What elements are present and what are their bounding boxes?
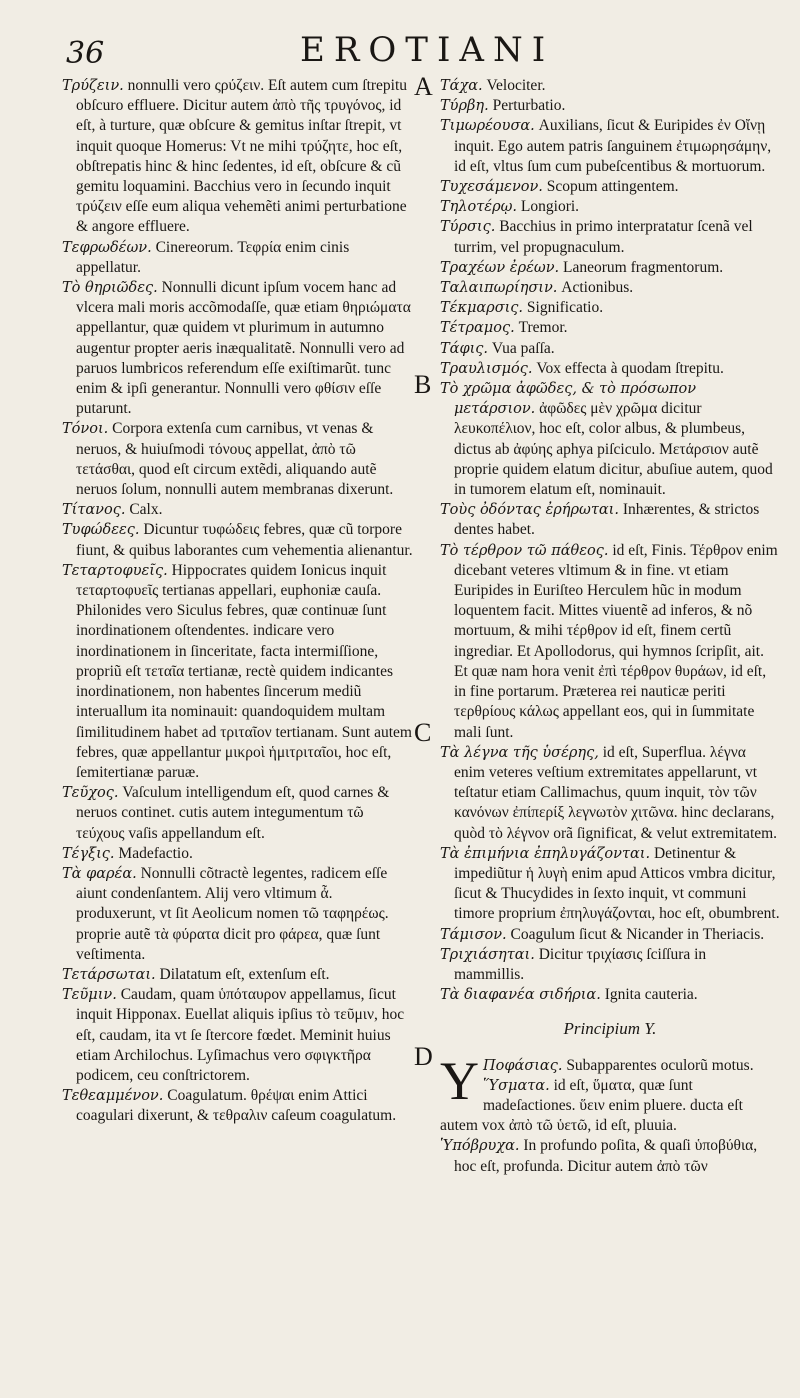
glossary-entry <box>440 217 780 257</box>
definition: Velociter. <box>482 77 546 94</box>
definition: Scopum attingentem. <box>542 178 679 196</box>
glossary-entry <box>440 197 780 217</box>
glossary-entry <box>62 1086 414 1126</box>
glossary-entry <box>62 783 414 844</box>
section-title: Principium Y. <box>563 1019 657 1039</box>
glossary-entry <box>62 238 414 278</box>
glossary-entry <box>440 743 780 844</box>
glossary-entry <box>440 258 780 278</box>
definition: Hippocrates quidem Ionicus inquit τεταρτοφυεῖς tertianas appellari, euphoniæ cauſa. Philonides vero Siculus febres, quæ continuæ ſunt inordinationem oſtendentes. indicare vero inordinationem in ſinceritate, facta intermiſſione, propriũ eſt τεταῖα tertianæ, rectè quidem indicantes inordinationem, non habentes ſincerum mediũ interuallum ita nominauit: quandoquidem multam ſimilitudinem habet ad τριταῖον tertianam. Sunt autem febres, quæ appellantur μικροὶ ἡμιτριταῖοι, hoc eſt, ſemitertianæ paruæ. <box>76 561 412 781</box>
glossary-entry <box>440 1136 780 1176</box>
headword: Τύρβη. <box>440 98 489 115</box>
definition: In profundo poſita, & quaſi ὑποβύθια, hoc eſt, profunda. Dicitur autem ἀπὸ τῶν <box>454 1137 758 1175</box>
definition: Calx. <box>125 501 163 519</box>
glossary-entry <box>440 541 780 743</box>
headword: Τὸ τέρθρον τῶ πάθεος. <box>440 542 609 559</box>
definition: id eſt, Superflua. λέγνα enim veteres veſtium extremitates appellarunt, vt teſtatur etiam Callimachus, quum inquit, τὸν τῶν κανόνων ἐπίπερίξ λεγνωτὸν χιτῶνα. hinc declarans, quòd τὸ λέγνον orã ſignificat, & velut extremitatem. <box>454 743 778 842</box>
definition: Actionibus. <box>557 279 634 297</box>
headword: Τηλοτέρῳ. <box>440 199 518 216</box>
glossary-entry <box>62 278 414 419</box>
definition: Dilatatum eſt, extenſum eſt. <box>155 965 330 983</box>
headword: Ποφάσιας. <box>483 1057 563 1074</box>
glossary-entry <box>440 339 780 359</box>
page-number: 36 <box>66 36 105 71</box>
glossary-entry <box>440 500 780 540</box>
definition: id eſt, Finis. Τέρθρον enim dicebant veteres vltimum & in fine. vt etiam Euripides in Euriſteo Herculem hũc in modum loquentem facit. Mittes viuentẽ ad inferos, & nõ mortuum, & mihi τέρθρον id eſt, finem certũ ingrediar. Et Apollodorus, qui hymnos ſcripſit, ait. Et quæ nam hora venit ἐπὶ τέρθρον θυράων, id eſt, in fine portarum. Præterea rei nauticæ periti τερθρίους κάλως appellant eos, qui in ſummitate mali ſunt. <box>454 541 778 741</box>
headword: Τέγξις. <box>62 845 115 862</box>
margin-letter-b: B <box>414 370 432 399</box>
margin-letter-a: A <box>414 72 433 101</box>
glossary-entry <box>440 925 780 945</box>
glossary-entry <box>440 116 780 177</box>
glossary-entry <box>440 298 780 318</box>
running-head: EROTIANI <box>300 30 555 70</box>
headword: Τραχέων ἐρέων. <box>440 259 560 276</box>
headword: Τύρσις. <box>440 219 496 236</box>
definition: Cinereorum. Τεφρία enim cinis appellatur. <box>76 238 350 276</box>
headword: Τυφώδεες. <box>62 522 140 539</box>
definition: Laneorum fragmentorum. <box>559 258 724 276</box>
headword: Τεῦμιν. <box>62 987 117 1004</box>
headword: Ὑπόβρυχα. <box>440 1138 520 1155</box>
headword: Τεταρτοφυεῖς. <box>62 562 168 579</box>
glossary-entry <box>62 985 414 1086</box>
headword: Τέτραμος. <box>440 320 515 337</box>
definition: Madefactio. <box>114 844 193 862</box>
definition: Ignita cauteria. <box>600 986 698 1004</box>
definition: Nonnulli cõtractè legentes, radicem eſſe aiunt condenſantem. Alij vero vltimum ἆ. produxerunt, vt ſit Aeolicum nomen τῶ ταφηρέως. proprie autẽ τὰ φύρατα dicit pro φάρεα, quæ ſunt veſtimenta. <box>76 864 389 963</box>
headword: Τάμισον. <box>440 926 507 943</box>
definition: Coagulum ſicut & Nicander in Theriacis. <box>506 925 765 943</box>
definition: Bacchius in primo interpratatur ſcenã vel turrim, vel propugnaculum. <box>454 218 753 256</box>
headword: Τριχιάσηται. <box>440 946 535 963</box>
glossary-entry <box>62 419 414 500</box>
glossary-entry <box>440 76 780 96</box>
headword: Τόνοι. <box>62 421 109 438</box>
glossary-entry <box>62 561 414 783</box>
margin-letter-d: D <box>414 1042 433 1071</box>
headword: Τεφρωδέων. <box>62 239 152 256</box>
headword: Τοὺς ὀδόντας ἐρήρωται. <box>440 502 619 519</box>
glossary-entry <box>440 945 780 985</box>
definition: Vaſculum intelligendum eſt, quod carnes & neruos continet. cutis autem integumentum τῶ τεύχους vaſis appellandum eſt. <box>76 784 390 842</box>
headword: Τὰ διαφανέα σιδήρια. <box>440 987 601 1004</box>
glossary-entry <box>440 1050 780 1137</box>
headword: Τραυλισμός. <box>440 360 533 377</box>
glossary-entry <box>62 500 414 520</box>
headword: Τὰ ἐπιμήνια ἐπηλυγάζονται. <box>440 845 651 862</box>
headword: Ὕσματα. <box>483 1077 550 1094</box>
definition: ἀφῶδες μὲν χρῶμα dicitur λευκοπέλιον, hoc eſt, color albus, & plumbeus, dictus ab ἀφύης aphya piſciculo. Μετάρσιον autẽ proprie quidem elatum dicitur, abuſiue autem, quod in tumorem elatum eſt, nominauit. <box>454 400 773 499</box>
headword: Τεθεαμμένον. <box>62 1088 164 1105</box>
glossary-entry <box>440 985 780 1005</box>
definition: Vox effecta à quodam ſtrepitu. <box>532 359 724 377</box>
definition: Inhærentes, & strictos dentes habet. <box>454 501 760 539</box>
definition: Vua paſſa. <box>488 339 555 357</box>
definition: Tremor. <box>514 319 568 337</box>
headword: Τὸ χρῶμα ἀφῶδες, & τὸ πρόσωπον μετάρσιον. <box>440 381 697 418</box>
definition: nonnulli vero ςρύζειν. Eſt autem cum ſtrepitu obſcuro effluere. Dicitur autem ἀπὸ τῆς τρυγόνος, id eſt, à turture, quæ obſcure & gemitus inſtar ſtrepit, vt inquit quoque Homerus: Vt ne mihi τρύζητε, hoc eſt, obſtrepatis hinc & hinc ſedentes, id eſt, obſcure & cũ gemitu loquamini. Bacchius vero in ſecundo inquit τρύζειν eſſe eum aliqua vehemẽti animi perturbatione & angore effluere. <box>76 77 408 236</box>
definition: Caudam, quam ὑπόταυρον appellamus, ſicut inquit Hipponax. Euellat aliquis ipſius τὸ τεῦμιν, hoc eſt, caudam, ita vt ſe ſtercore fœdet. Meminit huius etiam Archilochus. Lyſimachus vero σφιγκτῆρα podicem, ceu conſtrictorem. <box>76 986 405 1084</box>
headword: Τίτανος. <box>62 502 126 519</box>
headword: Τιμωρέουσα. <box>440 118 535 135</box>
definition: Coagulatum. θρέψαι enim Attici coagulari dixerunt, & τεθραλιν caſeum coagulatum. <box>76 1087 397 1125</box>
right-column <box>440 76 780 1177</box>
glossary-entry <box>440 177 780 197</box>
definition: Detinentur & impediũtur ἡ λυγὴ enim apud Atticos vmbra dicitur, ſicut & Thucydides in ſexto inquit, vt communi timore proprium ἐπηλυγάζονται, hoc eſt, obumbrent. <box>454 844 780 923</box>
page-header <box>0 28 800 74</box>
headword: Τὰ φαρέα. <box>62 865 137 882</box>
headword: Τυχεσάμενον. <box>440 179 543 196</box>
glossary-entry <box>440 379 780 500</box>
glossary-entry <box>440 318 780 338</box>
glossary-entry <box>62 520 414 560</box>
definition: Significatio. <box>523 299 604 317</box>
glossary-entry <box>62 76 414 238</box>
glossary-entry <box>440 278 780 298</box>
glossary-entry <box>62 844 414 864</box>
definition: Longiori. <box>517 198 580 216</box>
headword: Τρύζειν. <box>62 78 124 94</box>
glossary-entry <box>62 965 414 985</box>
definition: Auxilians, ſicut & Euripides ἐν Οἴνῃ inquit. Ego autem patris ſanguinem ἐτιμωρησάμην, id eſt, vltus ſum cum pubeſcentibus & mortuorum. <box>454 117 772 175</box>
margin-letter-c: C <box>414 718 432 747</box>
definition: Dicuntur τυφώδεις febres, quæ cũ torpore fiunt, & quibus laborantes cum vehementia alienantur. <box>76 521 413 559</box>
definition: Corpora extenſa cum carnibus, vt venas & neruos, & huiuſmodi τόνους appellat, ἀπὸ τῶ τετάσθαι, quod eſt circum extẽdi, aliquando autẽ neruos ſolum, nonnulli autem membranas dixerunt. <box>76 420 394 499</box>
headword: Τὸ θηριῶδες. <box>62 280 158 297</box>
headword: Τετάρσωται. <box>62 966 156 983</box>
definition: Perturbatio. <box>488 97 566 115</box>
headword: Τάφις. <box>440 340 489 357</box>
drop-cap-letter: Y <box>440 1050 479 1111</box>
definition: Dicitur τριχίασις ſciſſura in mammillis. <box>454 945 707 983</box>
left-column <box>62 76 414 1127</box>
headword: Τάχα. <box>440 78 483 94</box>
glossary-entry <box>62 864 414 965</box>
glossary-entry <box>440 359 780 379</box>
definition: Nonnulli dicunt ipſum vocem hanc ad vlcera mali moris accõmodaſſe, quæ etiam θηριώματα appellantur, quæ quidem vt plurimum in autumno augentur propter aeris inæqualitatẽ. Nonnulli vero ad paruos lumbricos referendum eſſe exiſtimarũt. tunc enim & ipſi generantur. Nonnulli vero φθίσιν eſſe putarunt. <box>76 279 411 418</box>
headword: Τέκμαρσις. <box>440 300 524 317</box>
glossary-entry <box>440 844 780 925</box>
definition: Subapparentes oculorũ motus. <box>562 1056 754 1074</box>
definition: id eſt, ὕματα, quæ ſunt madeſactiones. ὕειν enim pluere. ducta eſt autem vox ἀπὸ τῶ ὑετῶ, id eſt, pluuia. <box>440 1076 743 1135</box>
headword: Τεῦχος. <box>62 785 119 802</box>
headword: Ταλαιπωρίησιν. <box>440 280 558 297</box>
headword: Τὰ λέγνα τῆς ὑσέρης, <box>440 744 599 761</box>
glossary-entry <box>440 96 780 116</box>
